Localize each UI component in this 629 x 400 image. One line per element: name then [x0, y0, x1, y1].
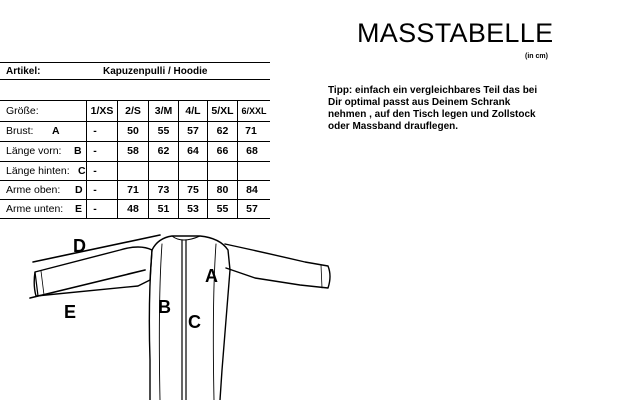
table-cell: 75: [187, 184, 199, 196]
label-a: A: [205, 266, 218, 286]
table-cell: 80: [216, 184, 229, 196]
row-code: E: [75, 203, 83, 215]
size-header-cell: 6/XXL: [241, 106, 267, 116]
size-header-cell: 2/S: [125, 105, 141, 117]
row-code: B: [74, 145, 82, 157]
row-label: Brust:: [6, 125, 34, 137]
table-cell: -: [93, 125, 97, 137]
row-label: Länge vorn:: [6, 145, 62, 157]
table-cell: 50: [127, 125, 139, 137]
tip-line: oder Massband drauflegen.: [328, 121, 459, 132]
table-cell: 58: [127, 145, 139, 157]
table-cell: 71: [127, 184, 139, 196]
page-title: MASSTABELLE: [357, 18, 554, 48]
table-cell: 53: [187, 203, 199, 215]
table-cell: 51: [157, 203, 170, 215]
label-d: D: [73, 236, 86, 256]
size-header-cell: 5/XL: [211, 105, 234, 117]
unit-note: (in cm): [525, 53, 548, 60]
hoodie-diagram: [0, 225, 340, 400]
table-cell: 62: [216, 125, 229, 137]
size-header-cell: 4/L: [185, 105, 201, 117]
row-code: C: [78, 165, 86, 177]
measure-line-d: [33, 235, 160, 262]
table-cell: 55: [216, 203, 229, 215]
table-cell: -: [93, 165, 97, 177]
table-cell: 57: [187, 125, 199, 137]
right-sleeve: [225, 244, 330, 288]
table-cell: 48: [127, 203, 139, 215]
row-code: A: [52, 125, 60, 137]
table-cell: 68: [246, 145, 258, 157]
label-b: B: [158, 297, 171, 317]
label-c: C: [188, 312, 201, 332]
size-label: Größe:: [6, 105, 39, 117]
tip-line: Tipp: einfach ein vergleichbares Teil das bei: [328, 85, 538, 96]
measure-line-e: [30, 270, 145, 298]
left-sleeve: [34, 247, 152, 296]
table-cell: 64: [187, 145, 199, 157]
tip-line: nehmen , auf den Tisch legen und Zollstock: [328, 109, 536, 120]
table-cell: -: [93, 184, 97, 196]
table-cell: 57: [246, 203, 258, 215]
table-cell: 66: [216, 145, 229, 157]
table-cell: -: [93, 145, 97, 157]
size-header-cell: 3/M: [154, 105, 173, 117]
row-code: D: [75, 184, 83, 196]
size-header-cell: 1/XS: [90, 105, 114, 117]
row-label: Länge hinten:: [6, 165, 70, 177]
table-cell: -: [93, 203, 97, 215]
label-e: E: [64, 302, 77, 322]
table-cell: 84: [246, 184, 258, 196]
row-label: Arme oben:: [6, 184, 61, 196]
table-cell: 71: [245, 125, 257, 137]
row-label: Arme unten:: [6, 203, 64, 215]
article-value: Kapuzenpulli / Hoodie: [103, 66, 208, 77]
table-cell: 55: [157, 125, 170, 137]
tip-line: Dir optimal passt aus Deinem Schrank: [328, 97, 511, 108]
article-label: Artikel:: [6, 66, 41, 77]
table-cell: 62: [157, 145, 170, 157]
table-cell: 73: [157, 184, 170, 196]
